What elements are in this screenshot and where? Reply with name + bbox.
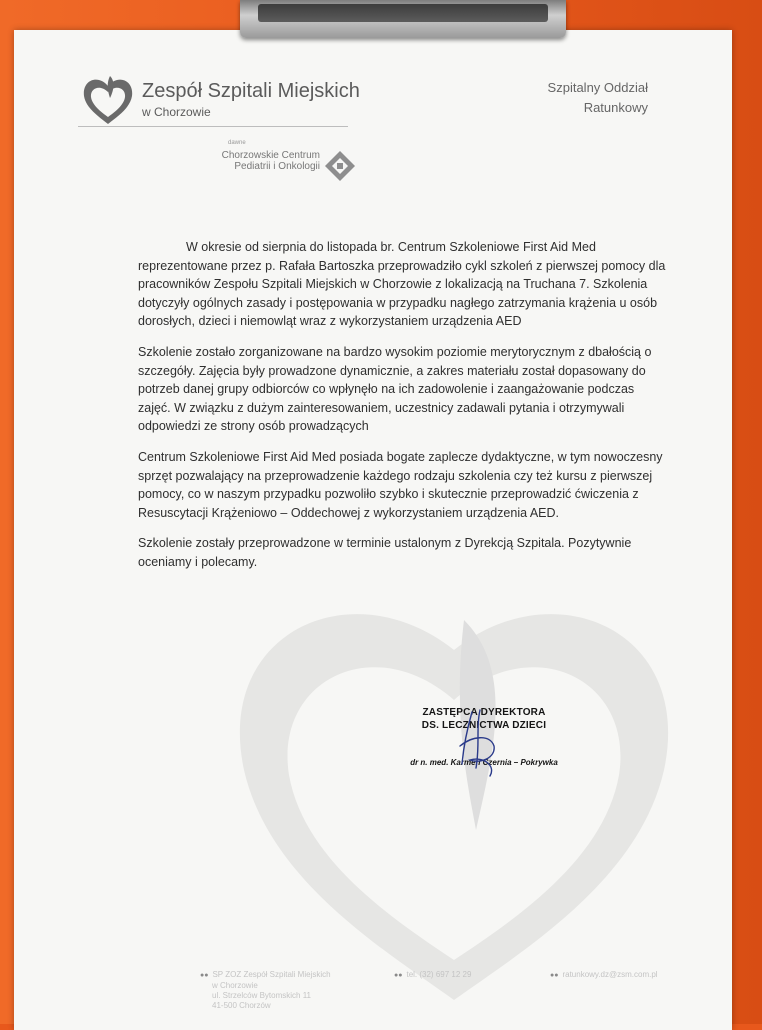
diamond-logo-icon [324, 150, 356, 182]
department-line2: Ratunkowy [583, 100, 648, 115]
stamp-title-line1: ZASTĘPCA DYREKTORA [422, 707, 546, 718]
heart-logo-icon [80, 72, 136, 126]
heart-watermark-icon [214, 590, 694, 1010]
footer-phone-text: tel. (32) 697 12 29 [406, 970, 472, 979]
board-clip [240, 0, 566, 38]
formerly-name-line1: Chorzowskie Centrum [221, 150, 320, 161]
hospital-city: w Chorzowie [142, 105, 211, 119]
handwritten-signature [450, 706, 510, 786]
footer-email-text: ratunkowy.dz@zsm.com.pl [562, 970, 658, 979]
footer-address-line4: 41-500 Chorzów [212, 1001, 271, 1010]
letter-body [138, 238, 668, 584]
stamp-title-line2: DS. LECZNICTWA DZIECI [421, 720, 547, 731]
director-stamp [394, 706, 574, 767]
paragraph-4: Szkolenie zostały przeprowadzone w terminie ustalonym z Dyrekcją Szpitala. Pozytywnie oceniamy i polecamy. [138, 536, 632, 569]
footer-address-line2: w Chorzowie [212, 981, 258, 990]
paragraph-1: W okresie od sierpnia do listopada br. Centrum Szkoleniowe First Aid Med reprezentowane przez p. Rafała Bartoszka przeprowadziło cykl szkoleń z pierwszej pomocy dla pracowników Zespołu Szpitali Miejskich w Chorzowie z lokalizacją na Truchana 7. Szkolenia dotyczyły ogólnych zasady i postępowania w przypadku nagłego zatrzymania krążenia u osób dorosłych, dzieci i niemowląt wraz z wykorzystaniem urządzenia AED [138, 240, 666, 329]
letter-footer [200, 970, 680, 1020]
footer-address-line3: ul. Strzelców Bytomskich 11 [212, 991, 311, 1000]
formerly-label: dawne [228, 140, 246, 146]
paragraph-2: Szkolenie zostało zorganizowane na bardzo wysokim poziomie merytorycznym z dbałością o szczegóły. Zajęcia były prowadzone dynamicznie, a zakres materiału został dopasowany do potrzeb danej grupy odbiorców co wpłynęło na ich zadowolenie i zaangażowanie podczas zajęć. W związku z dużym zainteresowaniem, uczestnicy zadawali pytania i otrzymywali odpowiedzi ze strony osób prowadzących [138, 344, 652, 434]
stamp-signatory-name: dr n. med. Karmen Czernia – Pokrywka [410, 758, 558, 767]
footer-bullet-icon: ●● [550, 972, 559, 979]
formerly-name-line2: Pediatrii i Onkologii [234, 161, 320, 172]
department-line1: Szpitalny Oddział [547, 80, 648, 95]
board-clip-inner [258, 4, 548, 22]
formerly-name [222, 150, 320, 172]
footer-email [550, 970, 658, 981]
letter-page [14, 30, 732, 1030]
letterhead-divider [78, 126, 348, 127]
department-name [548, 78, 648, 118]
footer-phone [394, 970, 471, 981]
paragraph-3: Centrum Szkoleniowe First Aid Med posiada bogate zaplecze dydaktyczne, w tym nowoczesny sprzęt pozwalający na przeprowadzenie każdego rodzaju szkolenia czy też kursu z pierwszej pomocy, co w naszym przypadku pozwoliło szybko i skutecznie przeprowadzić ćwiczenia z Resuscytacji Krążeniowo – Oddechowej z wykorzystaniem urządzenia AED. [138, 449, 663, 520]
footer-bullet-icon: ●● [394, 972, 403, 979]
footer-bullet-icon: ●● [200, 972, 209, 979]
pediatric-centre-logo [206, 140, 356, 184]
hospital-name: Zespół Szpitali Miejskich [142, 80, 360, 102]
footer-address-line1: SP ZOZ Zespół Szpitali Miejskich [212, 970, 331, 979]
footer-address [200, 970, 331, 1011]
